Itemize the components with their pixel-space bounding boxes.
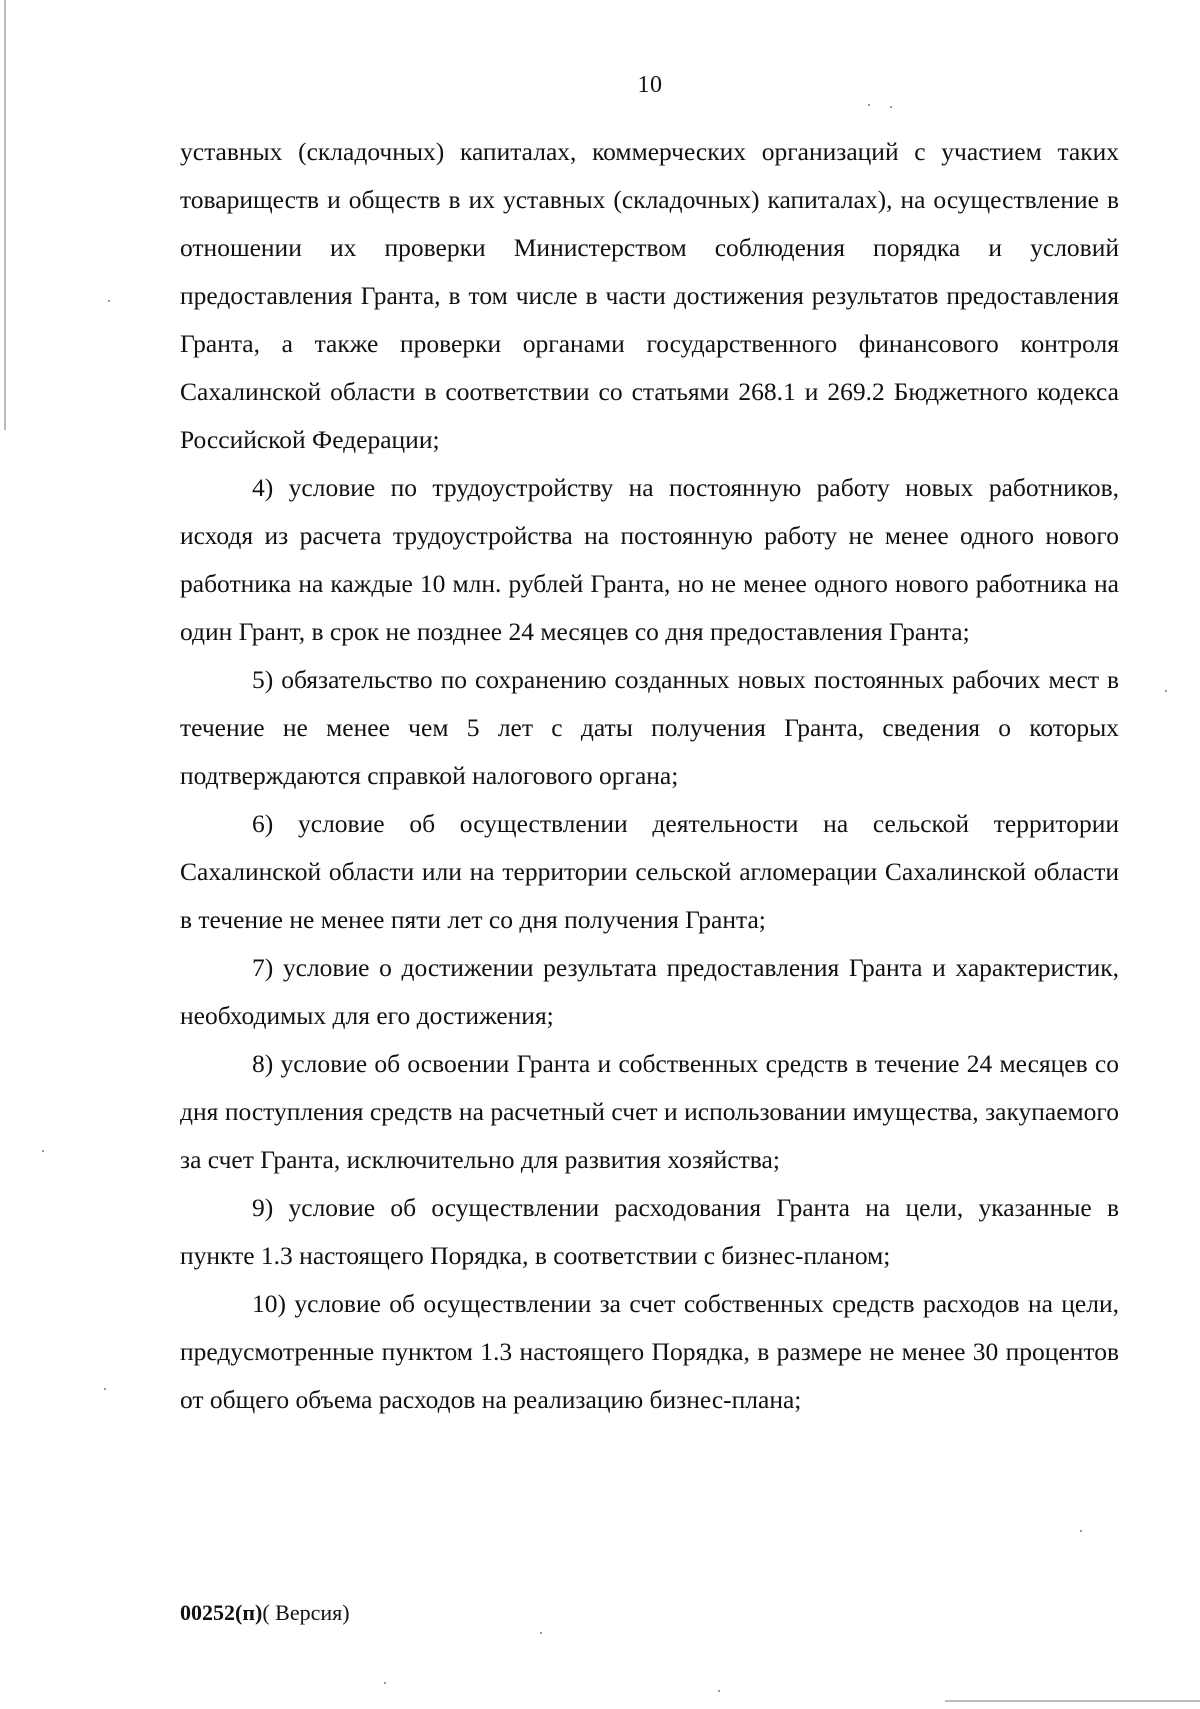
scan-margin-line <box>4 0 6 430</box>
page-number: 10 <box>637 72 663 98</box>
document-code: 00252(п) <box>180 1600 263 1625</box>
paragraph-item-5: 5) обязательство по сохранению созданных новых постоянных рабочих мест в течение не менее чем 5 лет с даты получения Гранта, сведения о которых подтверждаются справкой налогового органа; <box>180 665 1119 790</box>
scan-speck <box>1165 690 1167 692</box>
paragraph-item-6: 6) условие об осуществлении деятельности на сельской территории Сахалинской области или на территории сельской агломерации Сахалинской области в течение не менее пяти лет со дня получения Гранта; <box>180 809 1119 934</box>
paragraph-item-4: 4) условие по трудоустройству на постоянную работу новых работников, исходя из расчета трудоустройства на постоянную работу не менее одного нового работника на каждые 10 млн. рублей Гранта, но не менее одного нового работника на один Грант, в срок не позднее 24 месяцев со дня предоставления Гранта; <box>180 473 1119 646</box>
paragraph-item-8: 8) условие об освоении Гранта и собственных средств в течение 24 месяцев со дня поступления средств на расчетный счет и использовании имущества, закупаемого за счет Гранта, исключительно для развития хозяйства; <box>180 1049 1119 1174</box>
document-version: ( Версия) <box>262 1600 350 1625</box>
scan-speck <box>1080 1530 1082 1532</box>
scan-speck <box>718 1690 720 1692</box>
paragraph-item-9: 9) условие об осуществлении расходования Гранта на цели, указанные в пункте 1.3 настоящего Порядка, в соответствии с бизнес-планом; <box>180 1193 1119 1270</box>
scan-bottom-line <box>945 1700 1200 1702</box>
scan-speck <box>104 1388 106 1390</box>
scan-speck <box>108 300 110 302</box>
document-footer <box>180 1600 350 1626</box>
scan-speck <box>42 1150 44 1152</box>
paragraph-item-7: 7) условие о достижении результата предоставления Гранта и характеристик, необходимых для его достижения; <box>180 953 1119 1030</box>
paragraph-continuation: уставных (складочных) капиталах, коммерческих организаций с участием таких товариществ и обществ в их уставных (складочных) капиталах), на осуществление в отношении их проверки Министерством соблюдения порядка и условий предоставления Гранта, в том числе в части достижения результатов предоставления Гранта, а также проверки органами государственного финансового контроля Сахалинской области в соответствии со статьями 268.1 и 269.2 Бюджетного кодекса Российской Федерации; <box>180 137 1119 454</box>
scan-speck <box>890 106 892 108</box>
paragraph-item-10: 10) условие об осуществлении за счет собственных средств расходов на цели, предусмотренные пунктом 1.3 настоящего Порядка, в размере не менее 30 процентов от общего объема расходов на реализацию бизнес-плана; <box>180 1289 1119 1414</box>
scan-speck <box>540 1632 542 1634</box>
scan-speck <box>384 1682 386 1684</box>
document-body <box>180 128 1119 1424</box>
scan-speck <box>868 104 870 106</box>
